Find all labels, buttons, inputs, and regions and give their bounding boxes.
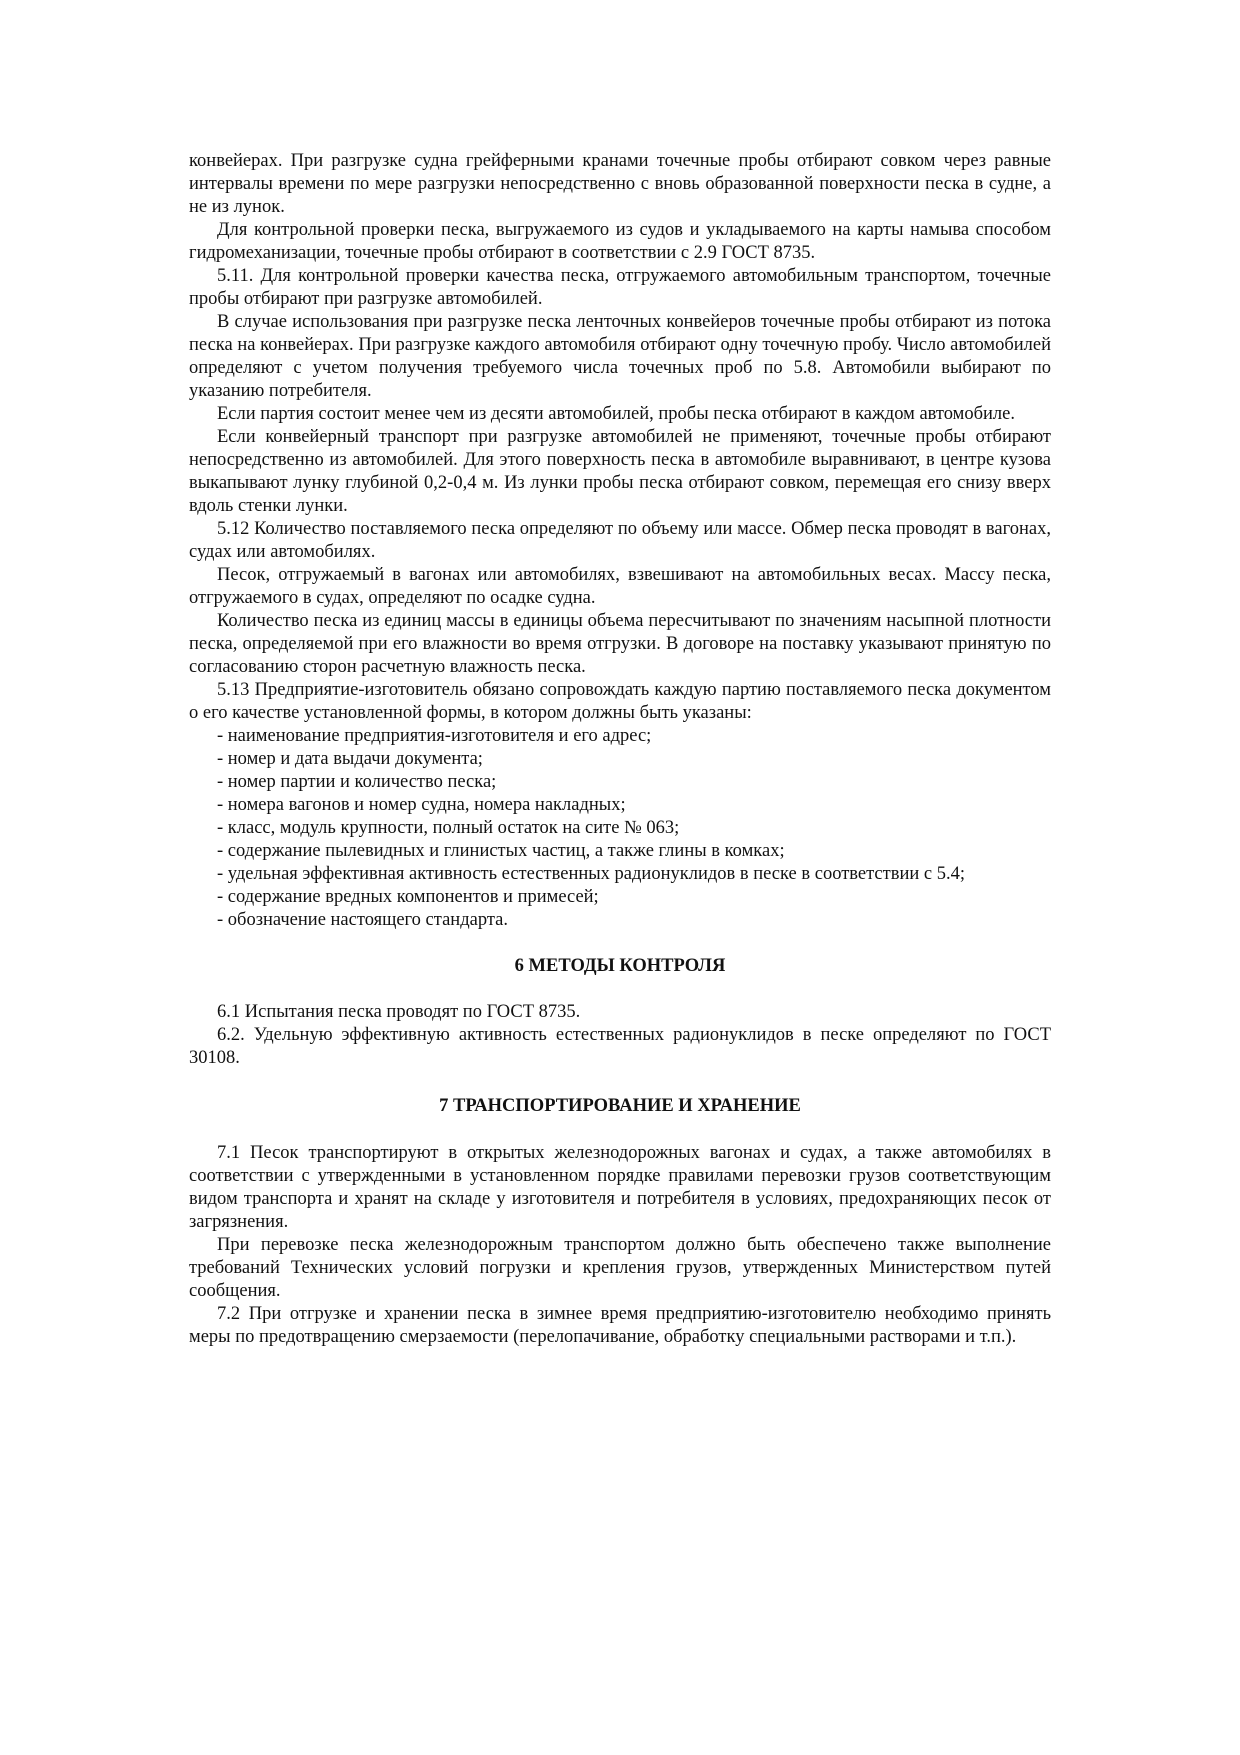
list-item: - номер и дата выдачи документа;	[217, 749, 483, 769]
paragraph: Для контрольной проверки песка, выгружаемого из судов и укладываемого на карты намыва способом гидромеханизации, точечные пробы отбирают в соответствии с 2.9 ГОСТ 8735.	[189, 220, 1051, 263]
paragraph: 5.12 Количество поставляемого песка определяют по объему или массе. Обмер песка проводят в вагонах, судах или автомобилях.	[189, 519, 1051, 562]
paragraph: 7.1 Песок транспортируют в открытых железнодорожных вагонах и судах, а также автомобилях в соответствии с утвержденными в установленном порядке правилами перевозки грузов соответствующим видом транспорта и хранят на складе у изготовителя и потребителя в условиях, предохраняющих песок от загрязнения.	[189, 1143, 1051, 1232]
paragraph: 7.2 При отгрузке и хранении песка в зимнее время предприятию-изготовителю необходимо принять меры по предотвращению смерзаемости (перелопачивание, обработку специальными растворами и т.п.).	[189, 1304, 1051, 1347]
paragraph: конвейерах. При разгрузке судна грейферными кранами точечные пробы отбирают совком через равные интервалы времени по мере разгрузки непосредственно с вновь образованной поверхности песка в судне, а не из лунок.	[189, 151, 1051, 217]
paragraph: При перевозке песка железнодорожным транспортом должно быть обеспечено также выполнение требований Технических условий погрузки и крепления грузов, утвержденных Министерством путей сообщения.	[189, 1235, 1051, 1301]
paragraph: В случае использования при разгрузке песка ленточных конвейеров точечные пробы отбирают из потока песка на конвейерах. При разгрузке каждого автомобиля отбирают одну точечную пробу. Число автомобилей определяют с учетом получения требуемого числа точечных проб по 5.8. Автомобили выбирают по указанию потребителя.	[189, 312, 1051, 401]
paragraph: 6.2. Удельную эффективную активность естественных радионуклидов в песке определяют по ГОСТ 30108.	[189, 1025, 1051, 1068]
paragraph: Если конвейерный транспорт при разгрузке автомобилей не применяют, точечные пробы отбирают непосредственно из автомобилей. Для этого поверхность песка в автомобиле выравнивают, в центре кузова выкапывают лунку глубиной 0,2-0,4 м. Из лунки пробы песка отбирают совком, перемещая его снизу вверх вдоль стенки лунки.	[189, 427, 1051, 516]
list-item: - содержание вредных компонентов и примесей;	[217, 887, 599, 907]
list-item: - обозначение настоящего стандарта.	[217, 910, 508, 930]
paragraph: Если партия состоит менее чем из десяти автомобилей, пробы песка отбирают в каждом автомобиле.	[217, 404, 1016, 424]
paragraph: Количество песка из единиц массы в единицы объема пересчитывают по значениям насыпной плотности песка, определяемой при его влажности во время отгрузки. В договоре на поставку указывают принятую по согласованию сторон расчетную влажность песка.	[189, 611, 1051, 677]
requirements-list	[189, 725, 1051, 932]
section-heading-6: 6 МЕТОДЫ КОНТРОЛЯ	[514, 956, 726, 976]
list-item: - класс, модуль крупности, полный остаток на сите № 063;	[217, 818, 680, 838]
document-page	[189, 150, 1051, 1349]
section-heading-7: 7 ТРАНСПОРТИРОВАНИЕ И ХРАНЕНИЕ	[439, 1096, 801, 1116]
paragraph: 6.1 Испытания песка проводят по ГОСТ 8735.	[217, 1002, 581, 1022]
paragraph: Песок, отгружаемый в вагонах или автомобилях, взвешивают на автомобильных весах. Массу песка, отгружаемого в судах, определяют по осадке судна.	[189, 565, 1051, 608]
list-item: - содержание пылевидных и глинистых частиц, а также глины в комках;	[217, 841, 785, 861]
list-item: - наименование предприятия-изготовителя и его адрес;	[217, 726, 652, 746]
list-item: - номера вагонов и номер судна, номера накладных;	[217, 795, 626, 815]
list-item: - удельная эффективная активность естественных радионуклидов в песке в соответствии с 5.4;	[217, 864, 965, 884]
paragraph: 5.13 Предприятие-изготовитель обязано сопровождать каждую партию поставляемого песка документом о его качестве установленной формы, в котором должны быть указаны:	[189, 680, 1051, 723]
paragraph: 5.11. Для контрольной проверки качества песка, отгружаемого автомобильным транспортом, точечные пробы отбирают при разгрузке автомобилей.	[189, 266, 1051, 309]
list-item: - номер партии и количество песка;	[217, 772, 497, 792]
